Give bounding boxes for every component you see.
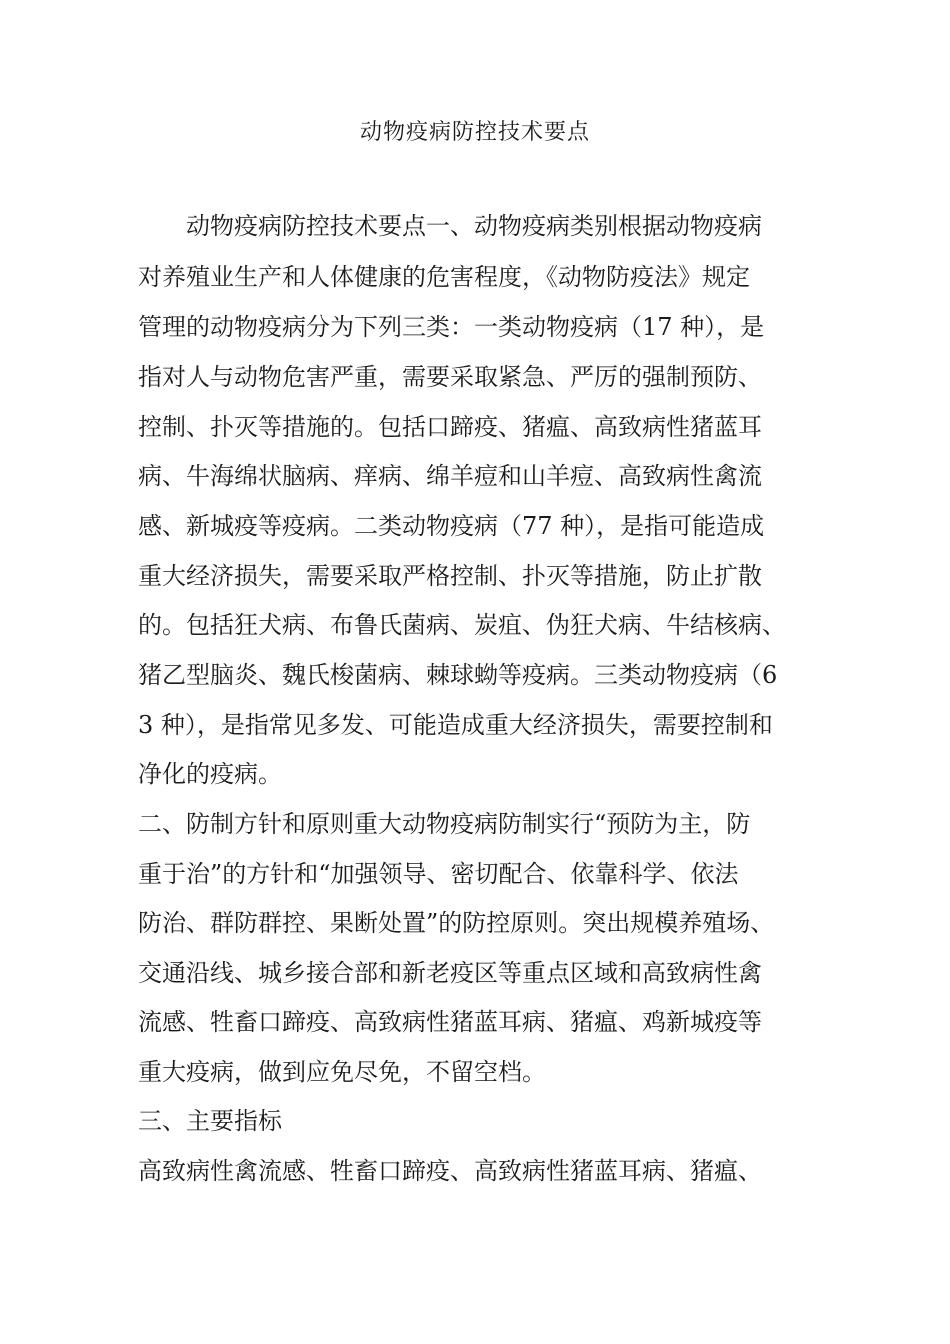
body-line: 重大经济损失，需要采取严格控制、扑灭等措施，防止扩散 — [138, 562, 762, 590]
document-title: 动物疫病防控技术要点 — [359, 120, 590, 145]
section-heading-line: 三、主要指标 — [138, 1107, 282, 1135]
body-line: 感、新城疫等疫病。二类动物疫病（77 种），是指可能造成 — [138, 512, 765, 540]
body-line: 防治、群防群控、果断处置”的防控原则。突出规模养殖场、 — [138, 909, 775, 937]
body-line: 3 种），是指常见多发、可能造成重大经济损失，需要控制和 — [138, 711, 773, 739]
body-line: 重于治”的方针和“加强领导、密切配合、依靠科学、依法 — [138, 860, 739, 888]
body-line: 动物疫病防控技术要点一、动物疫病类别根据动物疫病 — [138, 212, 762, 240]
body-line: 病、牛海绵状脑病、痒病、绵羊痘和山羊痘、高致病性禽流 — [138, 462, 762, 490]
body-line: 对养殖业生产和人体健康的危害程度，《动物防疫法》规定 — [138, 263, 750, 291]
body-line: 猪乙型脑炎、魏氏梭菌病、棘球蚴等疫病。三类动物疫病（6 — [138, 661, 778, 689]
body-line: 的。包括狂犬病、布鲁氏菌病、炭疽、伪狂犬病、牛结核病、 — [138, 611, 786, 639]
body-line: 净化的疫病。 — [138, 760, 282, 788]
section-heading-line: 二、防制方针和原则重大动物疫病防制实行“预防为主，防 — [138, 810, 751, 838]
body-line: 高致病性禽流感、牲畜口蹄疫、高致病性猪蓝耳病、猪瘟、 — [138, 1157, 762, 1185]
body-line: 流感、牲畜口蹄疫、高致病性猪蓝耳病、猪瘟、鸡新城疫等 — [138, 1008, 762, 1036]
body-line: 指对人与动物危害严重，需要采取紧急、严厉的强制预防、 — [138, 363, 762, 391]
body-line: 交通沿线、城乡接合部和新老疫区等重点区域和高致病性禽 — [138, 959, 762, 987]
body-line: 控制、扑灭等措施的。包括口蹄疫、猪瘟、高致病性猪蓝耳 — [138, 413, 762, 441]
body-line: 管理的动物疫病分为下列三类：一类动物疫病（17 种），是 — [138, 313, 765, 341]
body-line: 重大疫病，做到应免尽免，不留空档。 — [138, 1058, 546, 1086]
